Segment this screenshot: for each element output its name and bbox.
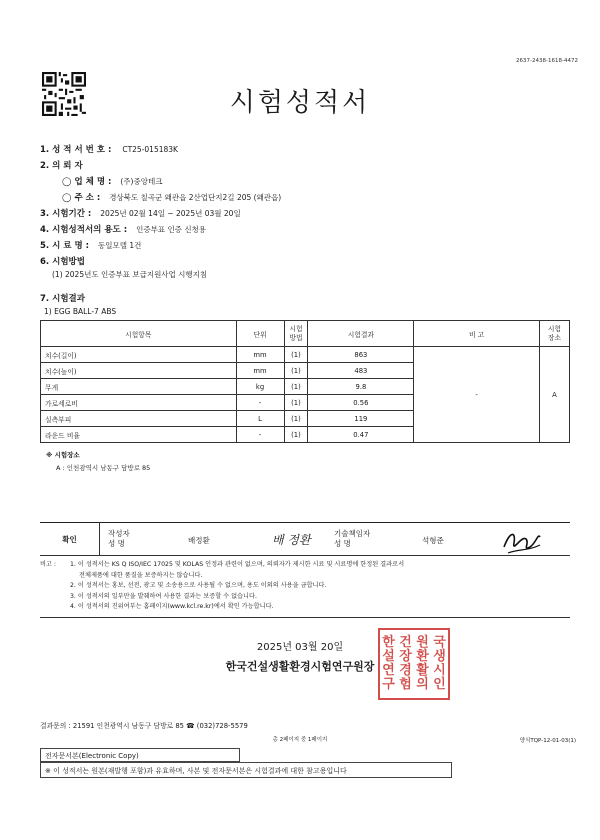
row-result: 119 xyxy=(308,411,414,427)
place-cell: A xyxy=(540,347,570,443)
report-number-row xyxy=(40,143,178,155)
row-item: 실측부피 xyxy=(41,411,237,427)
row-unit: mm xyxy=(236,363,284,379)
writer-label-2: 성 명 xyxy=(108,539,125,548)
remark-cell: - xyxy=(414,347,540,443)
tech-label-2: 성 명 xyxy=(334,539,351,548)
row-method: (1) xyxy=(284,411,308,427)
test-method-label: 6. 시험방법 xyxy=(40,257,85,267)
header-remark: 비 고 xyxy=(414,321,540,347)
institute-name: 한국건설생활환경시험연구원장 xyxy=(225,660,375,673)
tech-name: 석형준 xyxy=(422,536,444,545)
address-value: 경상북도 칠곡군 왜관읍 2산업단지2길 205 (왜관읍) xyxy=(109,193,282,202)
row-item: 가로세로비 xyxy=(41,395,237,411)
page-title: 시험성적서 xyxy=(229,88,371,118)
test-period-label: 3. 시험기간 : xyxy=(40,209,92,219)
row-unit: kg xyxy=(236,379,284,395)
report-number-value: CT25-015183K xyxy=(122,145,178,154)
handwritten-signature-icon xyxy=(500,525,544,557)
inquiry-info: 결과문의 : 21591 인천광역시 남동구 담방로 85 ☎ (032)728-5579 xyxy=(40,722,248,730)
address-label: ◯ 주 소 : xyxy=(62,193,101,203)
company-row xyxy=(62,175,162,187)
test-place-label: ※ 시험장소 xyxy=(46,451,80,459)
purpose-value: 인증부표 인증 신청용 xyxy=(136,225,207,234)
client-section-label: 2. 의 뢰 자 xyxy=(40,161,83,171)
signature-row xyxy=(40,522,570,556)
official-seal-icon: 한 건 원 국 설 장 환 생 연 경 활 시 구 험 의 인 xyxy=(378,628,450,700)
document-number: 2637-2438-1618-4472 xyxy=(516,58,578,64)
results-table-header xyxy=(41,321,570,347)
row-method: (1) xyxy=(284,347,308,363)
notes-label: 비고 : xyxy=(40,561,57,568)
header-method: 시험 방법 xyxy=(284,321,308,347)
note-2: 2. 이 성적서는 홍보, 선전, 광고 및 소송용으로 사용될 수 없으며, 용도 이외의 사용을 금합니다. xyxy=(70,582,327,589)
row-result: 0.56 xyxy=(308,395,414,411)
sample-label: 5. 시 료 명 : xyxy=(40,241,90,251)
results-table xyxy=(40,320,570,443)
header-item: 시험항목 xyxy=(41,321,237,347)
electronic-copy-label: 전자문서본(Electronic Copy) xyxy=(40,748,240,762)
test-period-row xyxy=(40,207,241,219)
report-number-label: 1. 성 적 서 번 호 : xyxy=(40,145,112,155)
confirm-label: 확인 xyxy=(40,523,100,556)
header-unit: 단위 xyxy=(236,321,284,347)
row-method: (1) xyxy=(284,427,308,443)
row-unit: - xyxy=(236,395,284,411)
row-result: 9.8 xyxy=(308,379,414,395)
row-unit: - xyxy=(236,427,284,443)
notes-section xyxy=(40,558,570,618)
test-method-value: (1) 2025년도 인증부표 보급지원사업 시행지침 xyxy=(52,270,208,279)
row-unit: mm xyxy=(236,347,284,363)
test-place-value: A : 인천광역시 남동구 담방로 85 xyxy=(56,464,151,472)
note-3: 3. 이 성적서의 일부만을 발췌하여 사용한 결과는 보증할 수 없습니다. xyxy=(70,592,257,600)
row-method: (1) xyxy=(284,379,308,395)
row-result: 0.47 xyxy=(308,427,414,443)
row-item: 라운드 비율 xyxy=(41,427,237,443)
tech-label xyxy=(334,529,370,549)
row-item: 치수(높이) xyxy=(41,363,237,379)
electronic-copy-note: ※ 이 성적서는 원본(재발행 포함)과 유효하며, 사본 및 전자문서본은 시험결과에 대한 참고용입니다 xyxy=(40,762,452,778)
header-place: 시험 장소 xyxy=(540,321,570,347)
company-value: (주)중앙테크 xyxy=(120,177,163,186)
note-1b: 전체제품에 대한 품질을 보증하지는 않습니다. xyxy=(79,571,203,579)
sample-row xyxy=(40,239,141,251)
table-row xyxy=(41,347,570,363)
row-item: 치수(길이) xyxy=(41,347,237,363)
page-info: 총 2페이지 중 1페이지 xyxy=(272,737,328,743)
tech-label-1: 기술책임자 xyxy=(334,529,371,538)
purpose-row xyxy=(40,223,206,235)
row-result: 863 xyxy=(308,347,414,363)
row-result: 483 xyxy=(308,363,414,379)
test-result-label: 7. 시험결과 xyxy=(40,294,85,304)
note-4: 4. 이 성적서의 진위여부는 홈페이지(www.kcl.re.kr)에서 확인 가능합니다. xyxy=(70,603,274,610)
row-method: (1) xyxy=(284,363,308,379)
writer-signature: 배 정환 xyxy=(272,533,311,547)
note-1: 1. 이 성적서는 KS Q ISO/IEC 17025 및 KOLAS 인정과 관련이 없으며, 의뢰자가 제시한 시료 및 시료명에 한정된 결과로서 xyxy=(70,561,405,568)
form-number: 양식TQP-12-01-03(1) xyxy=(519,738,576,744)
issue-date: 2025년 03월 20일 xyxy=(256,642,344,653)
writer-label-1: 작성자 xyxy=(108,529,130,538)
address-row xyxy=(62,191,281,203)
row-method: (1) xyxy=(284,395,308,411)
test-period-value: 2025년 02월 14일 ~ 2025년 03월 20일 xyxy=(100,209,241,218)
sample-model-name: 1) EGG BALL-7 ABS xyxy=(44,307,117,316)
company-label: ◯ 업 체 명 : xyxy=(62,177,112,187)
writer-label xyxy=(108,529,130,549)
purpose-label: 4. 시험성적서의 용도 : xyxy=(40,225,128,235)
header-result: 시험결과 xyxy=(308,321,414,347)
sample-value: 동일모델 1건 xyxy=(97,241,142,250)
writer-name: 배정환 xyxy=(188,536,210,545)
row-item: 무게 xyxy=(41,379,237,395)
row-unit: L xyxy=(236,411,284,427)
